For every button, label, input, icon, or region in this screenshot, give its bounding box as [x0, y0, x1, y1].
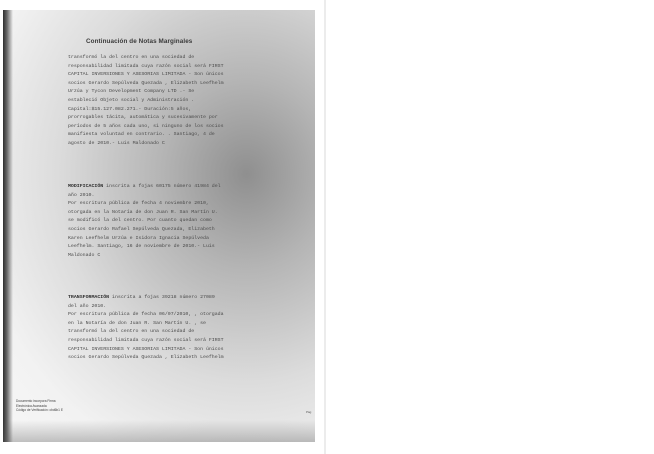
text-line: Maldonado C — [68, 252, 101, 258]
text-line: transformó la del centro en una sociedad de — [68, 55, 195, 60]
text-line: otorgada en la Notaría de don Juan R. San Martín U. — [68, 209, 218, 215]
footer-line: Documento incorpora Firma — [16, 399, 56, 403]
footer-line: Electrónica Avanzada — [16, 403, 47, 408]
page-number-mark: Pág — [306, 410, 312, 414]
text-line: socios Gerardo Rafael Sepúlveda Quezada, Elizabeth — [68, 226, 215, 232]
bottom-shadow — [3, 420, 315, 442]
section-heading: MODIFICACIÓN — [68, 184, 104, 189]
text-line: en la Notaría de don Juan R. San Martín U. , se — [68, 320, 206, 326]
footer-line: Código de Verificación: cbd6b1 E — [16, 408, 63, 413]
text-line: inscrita a fojas 39218 número 27089 — [112, 295, 215, 300]
text-line: Por escritura pública de fecha 4 noviembre 2010, — [68, 201, 209, 207]
text-line: Por escritura pública de fecha 06/07/2010, , otorgada — [68, 312, 224, 318]
section-transformacion — [68, 294, 304, 363]
text-line: prorrogables tácita, automática y sucesivamente por — [68, 115, 218, 121]
text-line: del año 2010. — [68, 303, 107, 309]
text-line: año 2010. — [68, 192, 95, 198]
section-modificacion — [68, 183, 304, 260]
text-line: transformó la del centro en una sociedad de — [68, 329, 195, 335]
text-line: se modificó la del centro. Por cuanto quedan como — [68, 218, 212, 224]
text-line: Capital:$15.127.082.271.- Duración:5 años, — [68, 106, 192, 112]
text-line: Urzúa y Tycon Development Company LTD .- Se — [68, 89, 195, 95]
text-line: responsabilidad limitada cuya razón social será FIRST — [68, 63, 224, 69]
text-line: estableció Objeto social y Administración . — [68, 97, 195, 103]
transformacion-header-line — [68, 294, 304, 303]
text-line: Karen Leefhelm Urzúa e Isidora Ignacia Sepúlveda — [68, 235, 209, 241]
text-line: responsabilidad limitada cuya razón social será FIRST — [68, 337, 224, 343]
text-line: períodos de 5 años cada uno, si ninguno de los socios — [68, 123, 224, 129]
modificacion-header-line — [68, 183, 304, 192]
text-line: inscrita a fojas 60175 número 41984 del — [106, 184, 221, 189]
text-line: CAPITAL INVERSIONES Y ASESORIAS LIMITADA - Son únicos — [68, 346, 224, 352]
electronic-signature-footer — [16, 399, 63, 413]
text-line: agosto de 2010.- Luis Maldonado C — [68, 140, 165, 146]
page-title: Continuación de Notas Marginales — [86, 38, 193, 45]
text-line: socios Gerardo Sepúlveda Quezada , Elizabeth Leefhelm — [68, 80, 224, 86]
paragraph-transformacion-inicial — [68, 54, 304, 149]
binding-shadow — [3, 10, 13, 442]
text-line: CAPITAL INVERSIONES Y ASESORIAS LIMITADA - Son únicos — [68, 72, 224, 78]
text-line: socios Gerardo Sepúlveda Quezada , Elizabeth Leefhelm — [68, 355, 224, 361]
section-heading: TRANSFORMACIÓN — [68, 295, 110, 300]
text-line: Leefhelm. Santiago, 16 de noviembre de 2010.- Luis — [68, 244, 215, 250]
text-line: manifiesta voluntad en contrario. . Santiago, 4 de — [68, 132, 215, 138]
viewer-divider — [324, 0, 326, 454]
